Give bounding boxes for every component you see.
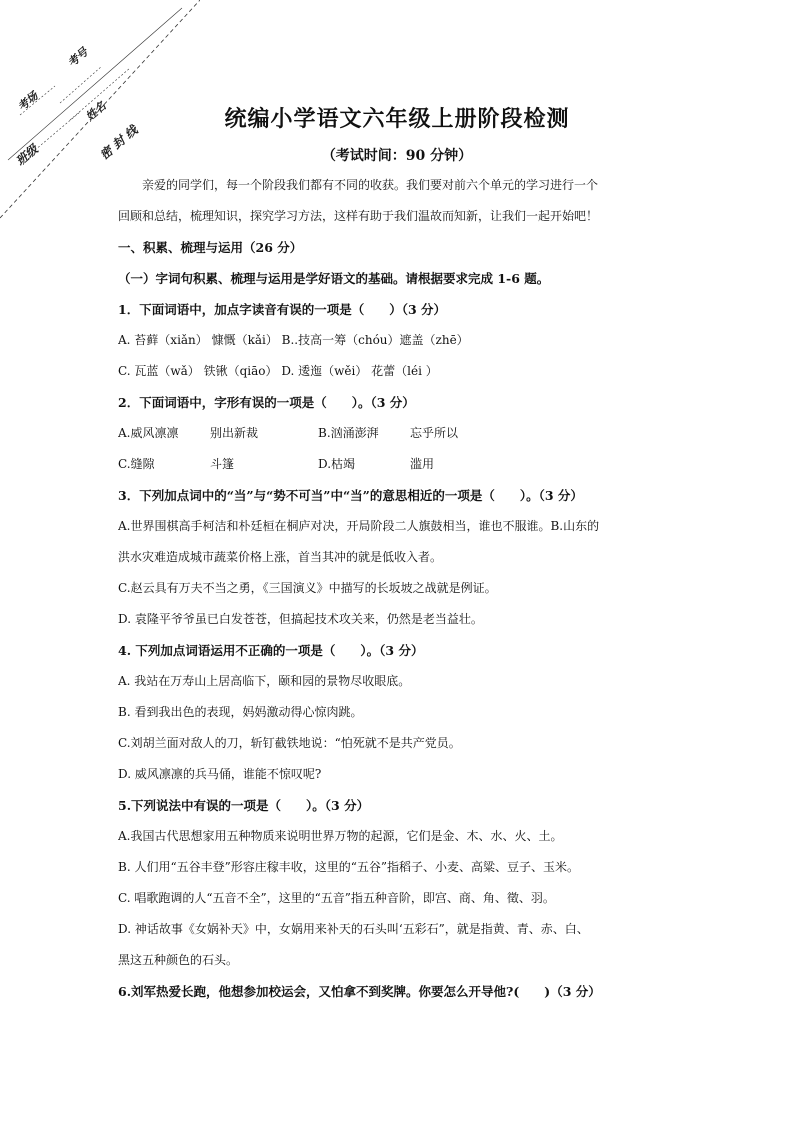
- q2-c-2: 斗篷: [210, 457, 235, 471]
- q2-d-1: D.枯竭: [318, 457, 356, 471]
- q3-option-c: C.赵云具有万夫不当之勇，《三国演义》中描写的长坂坡之战就是例证。: [118, 581, 497, 595]
- q5-option-b: B. 人们用“五谷丰登”形容庄稼丰收，这里的“五谷”指稻子、小麦、高粱、豆子、玉米。: [118, 860, 579, 874]
- q1-options-ab: A. 苔藓（xiǎn） 慷慨（kǎi） B..技高一筹（chóu）遮盖（zhē）: [118, 333, 469, 347]
- exam-number-label: 考号: [65, 45, 91, 70]
- q6-stem: 6.刘军热爱长跑，他想参加校运会，又怕拿不到奖牌。你要怎么开导他?( )（3 分）: [118, 984, 601, 999]
- q2-a-2: 别出新裁: [210, 426, 259, 440]
- q5-option-c: C. 唱歌跑调的人“五音不全”，这里的“五音”指五种音阶，即宫、商、角、徵、羽。: [118, 891, 555, 905]
- q2-a-1: A.威风凛凛: [118, 426, 179, 440]
- q4-stem: 4. 下列加点词语运用不正确的一项是（ ）。（3 分）: [118, 643, 424, 658]
- q4-option-a: A. 我站在万寿山上居高临下，颐和园的景物尽收眼底。: [118, 674, 411, 688]
- q3-stem: 3．下列加点词中的“当”与“势不可当”中“当”的意思相近的一项是（ ）。（3 分）: [118, 488, 583, 503]
- q2-stem: 2．下面词语中，字形有误的一项是（ ）。（3 分）: [118, 395, 415, 410]
- q2-b-1: B.汹涌澎湃: [318, 426, 379, 440]
- page-title: 统编小学语文六年级上册阶段检测: [224, 106, 570, 132]
- q2-b-2: 忘乎所以: [410, 426, 459, 440]
- q5-option-d-line-2: 黑这五种颜色的石头。: [118, 953, 239, 967]
- q4-option-b: B. 看到我出色的表现，妈妈激动得心惊肉跳。: [118, 705, 363, 719]
- q2-c-1: C.缝隙: [118, 457, 155, 471]
- q2-d-2: 滥用: [410, 457, 435, 471]
- exam-content: [118, 170, 678, 1007]
- q3-option-ab-line-1: A.世界围棋高手柯洁和朴廷桓在桐庐对决，开局阶段二人旗鼓相当，谁也不服谁。B.山东的: [118, 519, 600, 533]
- q5-option-a: A.我国古代思想家用五种物质来说明世界万物的起源，它们是金、木、水、火、土。: [118, 829, 563, 843]
- q1-stem: 1．下面词语中，加点字读音有误的一项是（ ）（3 分）: [118, 302, 446, 317]
- exam-time: （考试时间：90 分钟）: [321, 148, 473, 164]
- intro-line-1: 亲爱的同学们，每一个阶段我们都有不同的收获。我们要对前六个单元的学习进行一个: [142, 178, 599, 192]
- q5-stem: 5.下列说法中有误的一项是（ ）。（3 分）: [118, 798, 370, 813]
- seal-line-label: 密 封 线: [97, 123, 141, 163]
- q2-options-ab: [118, 418, 678, 449]
- intro-line-2: 回顾和总结，梳理知识，探究学习方法，这样有助于我们温故而知新，让我们一起开始吧！: [118, 209, 599, 223]
- q4-option-d: D. 威风凛凛的兵马俑，谁能不惊叹呢?: [118, 767, 322, 781]
- section-heading: 一、积累、梳理与运用（26 分）: [118, 240, 303, 255]
- q4-option-c: C.刘胡兰面对敌人的刀，斩钉截铁地说：“怕死就不是共产党员。: [118, 736, 461, 750]
- part-heading: （一）字词句积累、梳理与运用是学好语文的基础。请根据要求完成 1-6 题。: [118, 271, 550, 286]
- student-name-label: 姓名: [83, 99, 109, 124]
- q2-options-cd: [118, 449, 678, 480]
- class-label: 班级: [13, 142, 41, 169]
- q3-option-d: D. 袁隆平爷爷虽已白发苍苍，但搞起技术攻关来，仍然是老当益壮。: [118, 612, 483, 626]
- exam-room-label: 考场: [15, 89, 41, 114]
- q1-options-cd: C. 瓦蓝（wǎ） 铁锹（qiāo） D. 逶迤（wěi） 花蕾（léi ）: [118, 364, 438, 378]
- q5-option-d-line-1: D. 神话故事《女娲补天》中，女娲用来补天的石头叫‘五彩石”，就是指黄、青、赤、白、: [118, 922, 589, 936]
- q3-option-ab-line-2: 洪水灾难造成城市蔬菜价格上涨，首当其冲的就是低收入者。: [118, 550, 443, 564]
